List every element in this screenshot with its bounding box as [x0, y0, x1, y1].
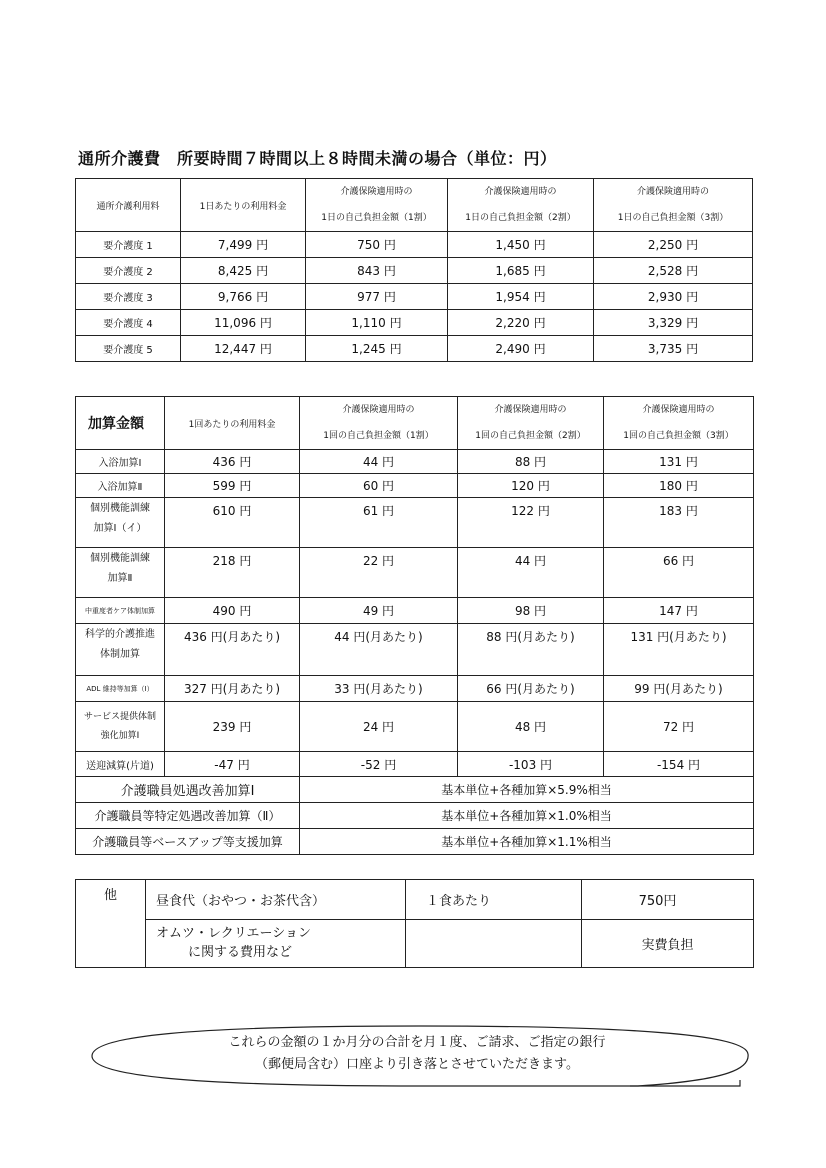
table-cell: 2,490 円 [448, 336, 594, 362]
table-cell: 基本単位+各種加算×1.1%相当 [300, 829, 754, 855]
row-label: ADL 維持等加算（Ⅰ） [76, 676, 165, 702]
column-header: 介護保険適用時の 1日の自己負担金額（2割） [448, 179, 594, 232]
row-label: 入浴加算Ⅱ [76, 474, 165, 498]
table-row [76, 336, 753, 362]
row-label: 介護職員等特定処遇改善加算（Ⅱ） [76, 803, 300, 829]
table-cell: 843 円 [306, 258, 448, 284]
table-cell: 22 円 [300, 548, 458, 598]
table-cell: 49 円 [300, 598, 458, 624]
table-cell: 2,250 円 [594, 232, 753, 258]
table-cell: １食あたり [406, 880, 582, 920]
table-cell: 72 円 [604, 702, 754, 752]
table-cell: 24 円 [300, 702, 458, 752]
table-cell: 218 円 [165, 548, 300, 598]
table-row [76, 752, 754, 777]
table-cell: 8,425 円 [181, 258, 306, 284]
row-label: 要介護度 2 [76, 258, 181, 284]
table-cell: 327 円(月あたり) [165, 676, 300, 702]
row-label: サービス提供体制 強化加算Ⅰ [76, 702, 165, 752]
table-cell: 436 円(月あたり) [165, 624, 300, 676]
row-label: 介護職員処遇改善加算Ⅰ [76, 777, 300, 803]
table-cell: 1,685 円 [448, 258, 594, 284]
table-cell: 12,447 円 [181, 336, 306, 362]
table-row [76, 676, 754, 702]
table-header-row [76, 397, 754, 450]
table-cell: 610 円 [165, 498, 300, 548]
page-title: 通所介護費 所要時間７時間以上８時間未満の場合（単位：円） [78, 149, 557, 168]
row-label: 要介護度 5 [76, 336, 181, 362]
table-row [76, 474, 754, 498]
row-label: 要介護度 1 [76, 232, 181, 258]
table-cell: 183 円 [604, 498, 754, 548]
table-cell: 131 円 [604, 450, 754, 474]
billing-note: これらの金額の１か月分の合計を月１度、ご請求、ご指定の銀行 （郵便局含む）口座より引き落とさせていただきます。 [228, 1035, 606, 1072]
table-cell: 33 円(月あたり) [300, 676, 458, 702]
column-header: 介護保険適用時の 1回の自己負担金額（1割） [300, 397, 458, 450]
table-cell: 977 円 [306, 284, 448, 310]
table-cell: 147 円 [604, 598, 754, 624]
table-cell: 436 円 [165, 450, 300, 474]
table-cell: 66 円(月あたり) [458, 676, 604, 702]
other-fees-table [75, 879, 754, 968]
table-cell: オムツ・レクリエーション に関する費用など [146, 920, 406, 968]
table-row [76, 310, 753, 336]
table-cell: 44 円 [300, 450, 458, 474]
table-cell: 88 円 [458, 450, 604, 474]
table-cell: 1,450 円 [448, 232, 594, 258]
table-cell: 120 円 [458, 474, 604, 498]
row-label: 入浴加算Ⅰ [76, 450, 165, 474]
table-cell: 99 円(月あたり) [604, 676, 754, 702]
table-cell: 98 円 [458, 598, 604, 624]
column-header: 介護保険適用時の 1日の自己負担金額（1割） [306, 179, 448, 232]
table-cell: 131 円(月あたり) [604, 624, 754, 676]
table-row [76, 284, 753, 310]
table-cell: 60 円 [300, 474, 458, 498]
table-row [76, 777, 754, 803]
table-cell: 昼食代（おやつ・お茶代含） [146, 880, 406, 920]
table-cell: 599 円 [165, 474, 300, 498]
table-cell: 7,499 円 [181, 232, 306, 258]
table-cell: 基本単位+各種加算×5.9%相当 [300, 777, 754, 803]
table-row [76, 548, 754, 598]
table-cell: 750円 [582, 880, 754, 920]
table-cell: 1,245 円 [306, 336, 448, 362]
table-cell: 122 円 [458, 498, 604, 548]
section-title: 加算金額 [76, 397, 165, 450]
table-cell: 1,954 円 [448, 284, 594, 310]
table-row [76, 920, 754, 968]
table-cell: 490 円 [165, 598, 300, 624]
table-cell: 1,110 円 [306, 310, 448, 336]
row-label: 送迎減算(片道) [76, 752, 165, 777]
row-label: 要介護度 3 [76, 284, 181, 310]
row-label: 中重度者ケア体制加算 [76, 598, 165, 624]
table-cell: 11,096 円 [181, 310, 306, 336]
column-header: 介護保険適用時の 1日の自己負担金額（3割） [594, 179, 753, 232]
table-cell: 66 円 [604, 548, 754, 598]
table-cell: 750 円 [306, 232, 448, 258]
table-row [76, 624, 754, 676]
table-row [76, 829, 754, 855]
table-cell: 61 円 [300, 498, 458, 548]
table-cell: 180 円 [604, 474, 754, 498]
table-cell: 2,930 円 [594, 284, 753, 310]
row-label: 介護職員等ベースアップ等支援加算 [76, 829, 300, 855]
table-cell: 2,528 円 [594, 258, 753, 284]
table-row [76, 803, 754, 829]
table-cell: 3,735 円 [594, 336, 753, 362]
column-header: 介護保険適用時の 1回の自己負担金額（3割） [604, 397, 754, 450]
table-cell: 88 円(月あたり) [458, 624, 604, 676]
row-label: 個別機能訓練 加算Ⅰ（イ） [76, 498, 165, 548]
table-header-row [76, 179, 753, 232]
table-row [76, 258, 753, 284]
table-cell: 3,329 円 [594, 310, 753, 336]
table-cell: -154 円 [604, 752, 754, 777]
column-header: 1日あたりの利用料金 [181, 179, 306, 232]
table-cell [406, 920, 582, 968]
column-header: 1回あたりの利用料金 [165, 397, 300, 450]
section-title: 他 [76, 880, 146, 968]
table-row [76, 702, 754, 752]
row-label: 個別機能訓練 加算Ⅱ [76, 548, 165, 598]
table-cell: -47 円 [165, 752, 300, 777]
table-cell: 44 円(月あたり) [300, 624, 458, 676]
table-cell: 実費負担 [582, 920, 754, 968]
table-cell: -52 円 [300, 752, 458, 777]
table-row [76, 232, 753, 258]
table-row [76, 598, 754, 624]
column-header: 介護保険適用時の 1回の自己負担金額（2割） [458, 397, 604, 450]
row-label: 要介護度 4 [76, 310, 181, 336]
table-cell: 239 円 [165, 702, 300, 752]
table-cell: 44 円 [458, 548, 604, 598]
table-cell: 48 円 [458, 702, 604, 752]
table-row [76, 498, 754, 548]
additional-fee-table [75, 396, 754, 855]
column-header: 通所介護利用料 [76, 179, 181, 232]
table-cell: -103 円 [458, 752, 604, 777]
table-cell: 2,220 円 [448, 310, 594, 336]
table-cell: 基本単位+各種加算×1.0%相当 [300, 803, 754, 829]
table-row [76, 880, 754, 920]
table-row [76, 450, 754, 474]
table-cell: 9,766 円 [181, 284, 306, 310]
row-label: 科学的介護推進 体制加算 [76, 624, 165, 676]
base-fee-table [75, 178, 753, 362]
